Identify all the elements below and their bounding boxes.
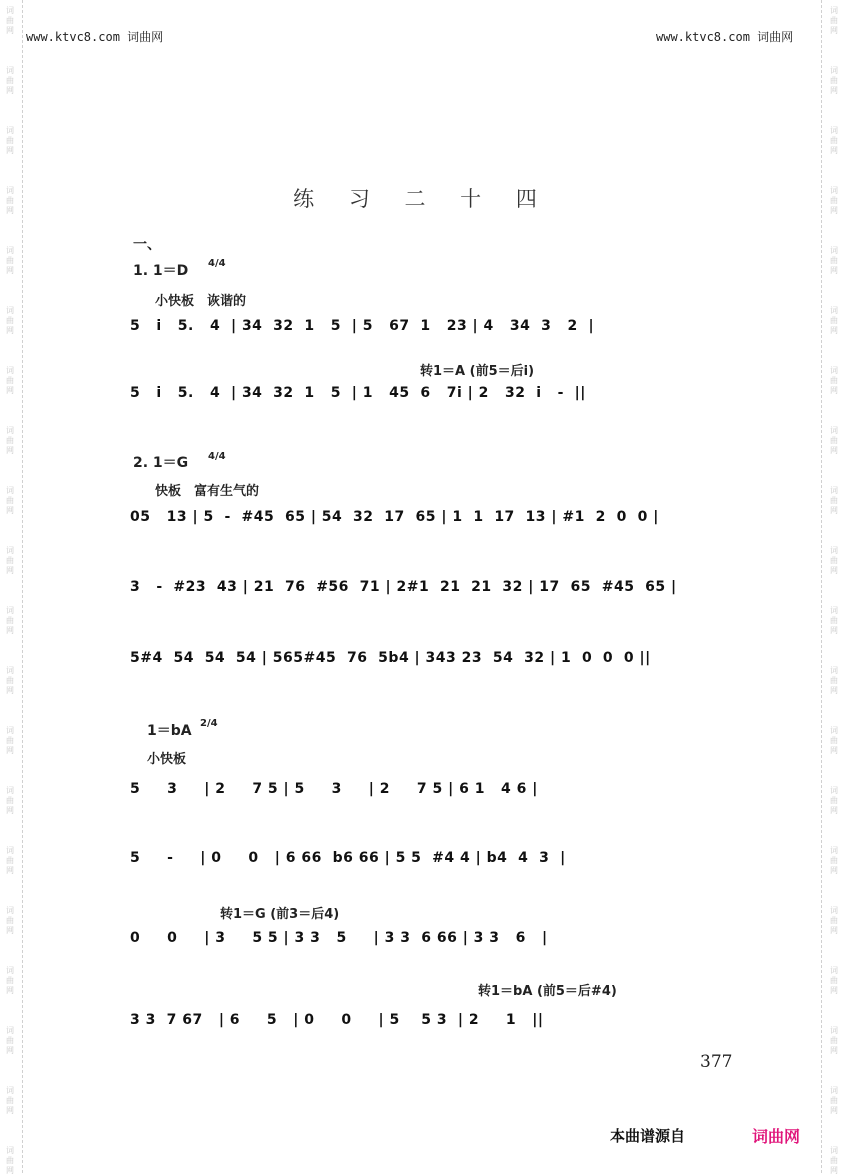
right-margin-watermark (821, 0, 844, 1173)
watermark-glyph: 词 (830, 186, 838, 195)
watermark-glyph: 词 (830, 546, 838, 555)
watermark-glyph: 词 (830, 126, 838, 135)
watermark-glyph: 词 (830, 426, 838, 435)
watermark-glyph: 网 (6, 1046, 14, 1055)
piece2-key: 2. 1＝G (133, 455, 189, 471)
watermark-glyph: 网 (830, 626, 838, 635)
watermark-glyph: 网 (830, 1046, 838, 1055)
watermark-glyph: 曲 (6, 16, 14, 25)
watermark-glyph: 网 (6, 626, 14, 635)
watermark-glyph: 曲 (830, 76, 838, 85)
watermark-glyph: 词 (830, 666, 838, 675)
piece2-row-1: 05 13 | 5 - #45 65 | 54 32 17 65 | 1 1 17 13 | #1 2 0 0 | (130, 509, 659, 525)
watermark-glyph: 网 (6, 1106, 14, 1115)
piece3-row-3: 0 0 | 3 5 5 | 3 3 5 | 3 3 6 66 | 3 3 6 | (130, 930, 548, 946)
watermark-glyph: 网 (6, 146, 14, 155)
watermark-glyph: 词 (830, 1146, 838, 1155)
watermark-glyph: 网 (6, 866, 14, 875)
piece1-key: 1. 1＝D (133, 263, 189, 279)
watermark-glyph: 曲 (6, 856, 14, 865)
watermark-glyph: 词 (6, 546, 14, 555)
watermark-glyph: 词 (830, 786, 838, 795)
watermark-glyph: 网 (830, 86, 838, 95)
piece1-time-signature: 4/4 (208, 258, 226, 269)
header-site-left[interactable]: www.ktvc8.com 词曲网 (26, 30, 164, 44)
section-one-label: 一、 (133, 237, 161, 253)
watermark-glyph: 网 (830, 506, 838, 515)
watermark-glyph: 词 (6, 6, 14, 15)
watermark-glyph: 网 (6, 386, 14, 395)
watermark-glyph: 网 (830, 566, 838, 575)
watermark-glyph: 网 (830, 986, 838, 995)
watermark-glyph: 网 (830, 1106, 838, 1115)
watermark-glyph: 词 (830, 306, 838, 315)
watermark-glyph: 曲 (830, 316, 838, 325)
piece3-time-signature: 2/4 (200, 718, 218, 729)
watermark-glyph: 曲 (830, 376, 838, 385)
watermark-glyph: 词 (6, 906, 14, 915)
watermark-glyph: 网 (6, 1166, 14, 1175)
watermark-glyph: 词 (830, 246, 838, 255)
watermark-glyph: 曲 (830, 1156, 838, 1165)
watermark-glyph: 曲 (6, 1036, 14, 1045)
watermark-glyph: 词 (6, 786, 14, 795)
watermark-glyph: 网 (6, 986, 14, 995)
watermark-glyph: 词 (830, 1086, 838, 1095)
watermark-glyph: 曲 (830, 676, 838, 685)
watermark-glyph: 曲 (6, 1156, 14, 1165)
watermark-glyph: 网 (6, 266, 14, 275)
watermark-glyph: 曲 (6, 1096, 14, 1105)
watermark-glyph: 曲 (6, 256, 14, 265)
watermark-glyph: 词 (830, 366, 838, 375)
watermark-glyph: 词 (6, 726, 14, 735)
watermark-glyph: 曲 (830, 496, 838, 505)
watermark-glyph: 词 (6, 366, 14, 375)
piece2-row-3: 5#4 54 54 54 | 565#45 76 5b4 | 343 23 54 32 | 1 0 0 0 || (130, 650, 651, 666)
piece2-tempo: 快板 富有生气的 (155, 484, 260, 499)
watermark-glyph: 网 (830, 326, 838, 335)
watermark-glyph: 曲 (830, 436, 838, 445)
watermark-glyph: 曲 (830, 1036, 838, 1045)
watermark-glyph: 词 (6, 66, 14, 75)
watermark-glyph: 网 (6, 806, 14, 815)
watermark-glyph: 曲 (6, 796, 14, 805)
watermark-glyph: 曲 (830, 556, 838, 565)
piece1-modulation: 转1＝A (前5＝后i) (420, 364, 535, 379)
page-number: 377 (700, 1052, 733, 1072)
watermark-glyph: 曲 (6, 376, 14, 385)
piece1-row-1: 5 i 5. 4 | 34 32 1 5 | 5 67 1 23 | 4 34 3 2 | (130, 318, 595, 334)
watermark-glyph: 网 (6, 206, 14, 215)
watermark-glyph: 词 (6, 1086, 14, 1095)
watermark-glyph: 网 (830, 866, 838, 875)
watermark-glyph: 曲 (6, 496, 14, 505)
watermark-glyph: 网 (6, 506, 14, 515)
watermark-glyph: 曲 (6, 976, 14, 985)
watermark-glyph: 曲 (6, 616, 14, 625)
watermark-glyph: 网 (830, 386, 838, 395)
watermark-glyph: 曲 (6, 556, 14, 565)
watermark-glyph: 曲 (830, 256, 838, 265)
watermark-glyph: 网 (830, 686, 838, 695)
watermark-glyph: 网 (830, 26, 838, 35)
watermark-glyph: 曲 (830, 796, 838, 805)
watermark-glyph: 网 (830, 746, 838, 755)
watermark-glyph: 网 (6, 86, 14, 95)
header-site-right[interactable]: www.ktvc8.com 词曲网 (656, 30, 794, 44)
watermark-glyph: 词 (6, 246, 14, 255)
footer-source-text: 本曲谱源自 (610, 1127, 686, 1145)
watermark-glyph: 曲 (830, 1096, 838, 1105)
watermark-glyph: 词 (6, 486, 14, 495)
watermark-glyph: 曲 (6, 436, 14, 445)
piece1-tempo: 小快板 诙谐的 (155, 294, 247, 309)
watermark-glyph: 曲 (830, 856, 838, 865)
piece3-row-1: 5 3 | 2 7 5 | 5 3 | 2 7 5 | 6 1 4 6 | (130, 781, 538, 797)
watermark-glyph: 网 (6, 926, 14, 935)
watermark-glyph: 词 (6, 126, 14, 135)
watermark-glyph: 词 (830, 606, 838, 615)
watermark-glyph: 网 (6, 686, 14, 695)
watermark-glyph: 词 (6, 1146, 14, 1155)
watermark-glyph: 网 (830, 806, 838, 815)
watermark-glyph: 词 (6, 966, 14, 975)
watermark-glyph: 曲 (6, 676, 14, 685)
watermark-glyph: 词 (830, 66, 838, 75)
watermark-glyph: 网 (6, 446, 14, 455)
watermark-glyph: 词 (830, 6, 838, 15)
watermark-glyph: 曲 (830, 136, 838, 145)
left-margin-watermark (0, 0, 23, 1173)
watermark-glyph: 词 (830, 846, 838, 855)
watermark-glyph: 曲 (830, 16, 838, 25)
watermark-glyph: 曲 (6, 916, 14, 925)
watermark-glyph: 曲 (830, 616, 838, 625)
page-title: 练 习 二 十 四 (293, 187, 551, 211)
watermark-glyph: 词 (6, 186, 14, 195)
watermark-glyph: 网 (6, 746, 14, 755)
watermark-glyph: 曲 (6, 196, 14, 205)
watermark-glyph: 词 (830, 1026, 838, 1035)
footer-brand-link[interactable]: 词曲网 (752, 1127, 801, 1146)
watermark-glyph: 网 (6, 326, 14, 335)
watermark-glyph: 网 (6, 26, 14, 35)
watermark-glyph: 曲 (830, 736, 838, 745)
piece2-row-2: 3 - #23 43 | 21 76 #56 71 | 2#1 21 21 32 | 17 65 #45 65 | (130, 579, 677, 595)
watermark-glyph: 曲 (6, 316, 14, 325)
watermark-glyph: 曲 (830, 916, 838, 925)
watermark-glyph: 词 (830, 906, 838, 915)
piece3-modulation-2: 转1＝bA (前5＝后#4) (478, 984, 617, 999)
watermark-glyph: 网 (830, 146, 838, 155)
watermark-glyph: 词 (830, 486, 838, 495)
watermark-glyph: 词 (830, 726, 838, 735)
watermark-glyph: 网 (830, 1166, 838, 1175)
watermark-glyph: 词 (6, 306, 14, 315)
piece3-row-4: 3 3 7 67 | 6 5 | 0 0 | 5 5 3 | 2 1 || (130, 1012, 544, 1028)
piece1-row-2: 5 i 5. 4 | 34 32 1 5 | 1 45 6 7i | 2 32 i - || (130, 385, 586, 401)
watermark-glyph: 曲 (6, 76, 14, 85)
watermark-glyph: 词 (830, 966, 838, 975)
piece3-key: 1＝bA (147, 723, 192, 739)
watermark-glyph: 词 (6, 426, 14, 435)
watermark-glyph: 网 (6, 566, 14, 575)
watermark-glyph: 曲 (6, 736, 14, 745)
watermark-glyph: 曲 (830, 976, 838, 985)
piece3-modulation-1: 转1＝G (前3＝后4) (220, 907, 340, 922)
watermark-glyph: 词 (6, 666, 14, 675)
watermark-glyph: 曲 (6, 136, 14, 145)
piece2-time-signature: 4/4 (208, 451, 226, 462)
watermark-glyph: 词 (6, 606, 14, 615)
watermark-glyph: 网 (830, 266, 838, 275)
watermark-glyph: 曲 (830, 196, 838, 205)
watermark-glyph: 词 (6, 1026, 14, 1035)
piece3-row-2: 5 - | 0 0 | 6 66 b6 66 | 5 5 #4 4 | b4 4 3 | (130, 850, 566, 866)
watermark-glyph: 网 (830, 206, 838, 215)
piece3-tempo: 小快板 (147, 752, 187, 767)
watermark-glyph: 网 (830, 446, 838, 455)
watermark-glyph: 词 (6, 846, 14, 855)
watermark-glyph: 网 (830, 926, 838, 935)
